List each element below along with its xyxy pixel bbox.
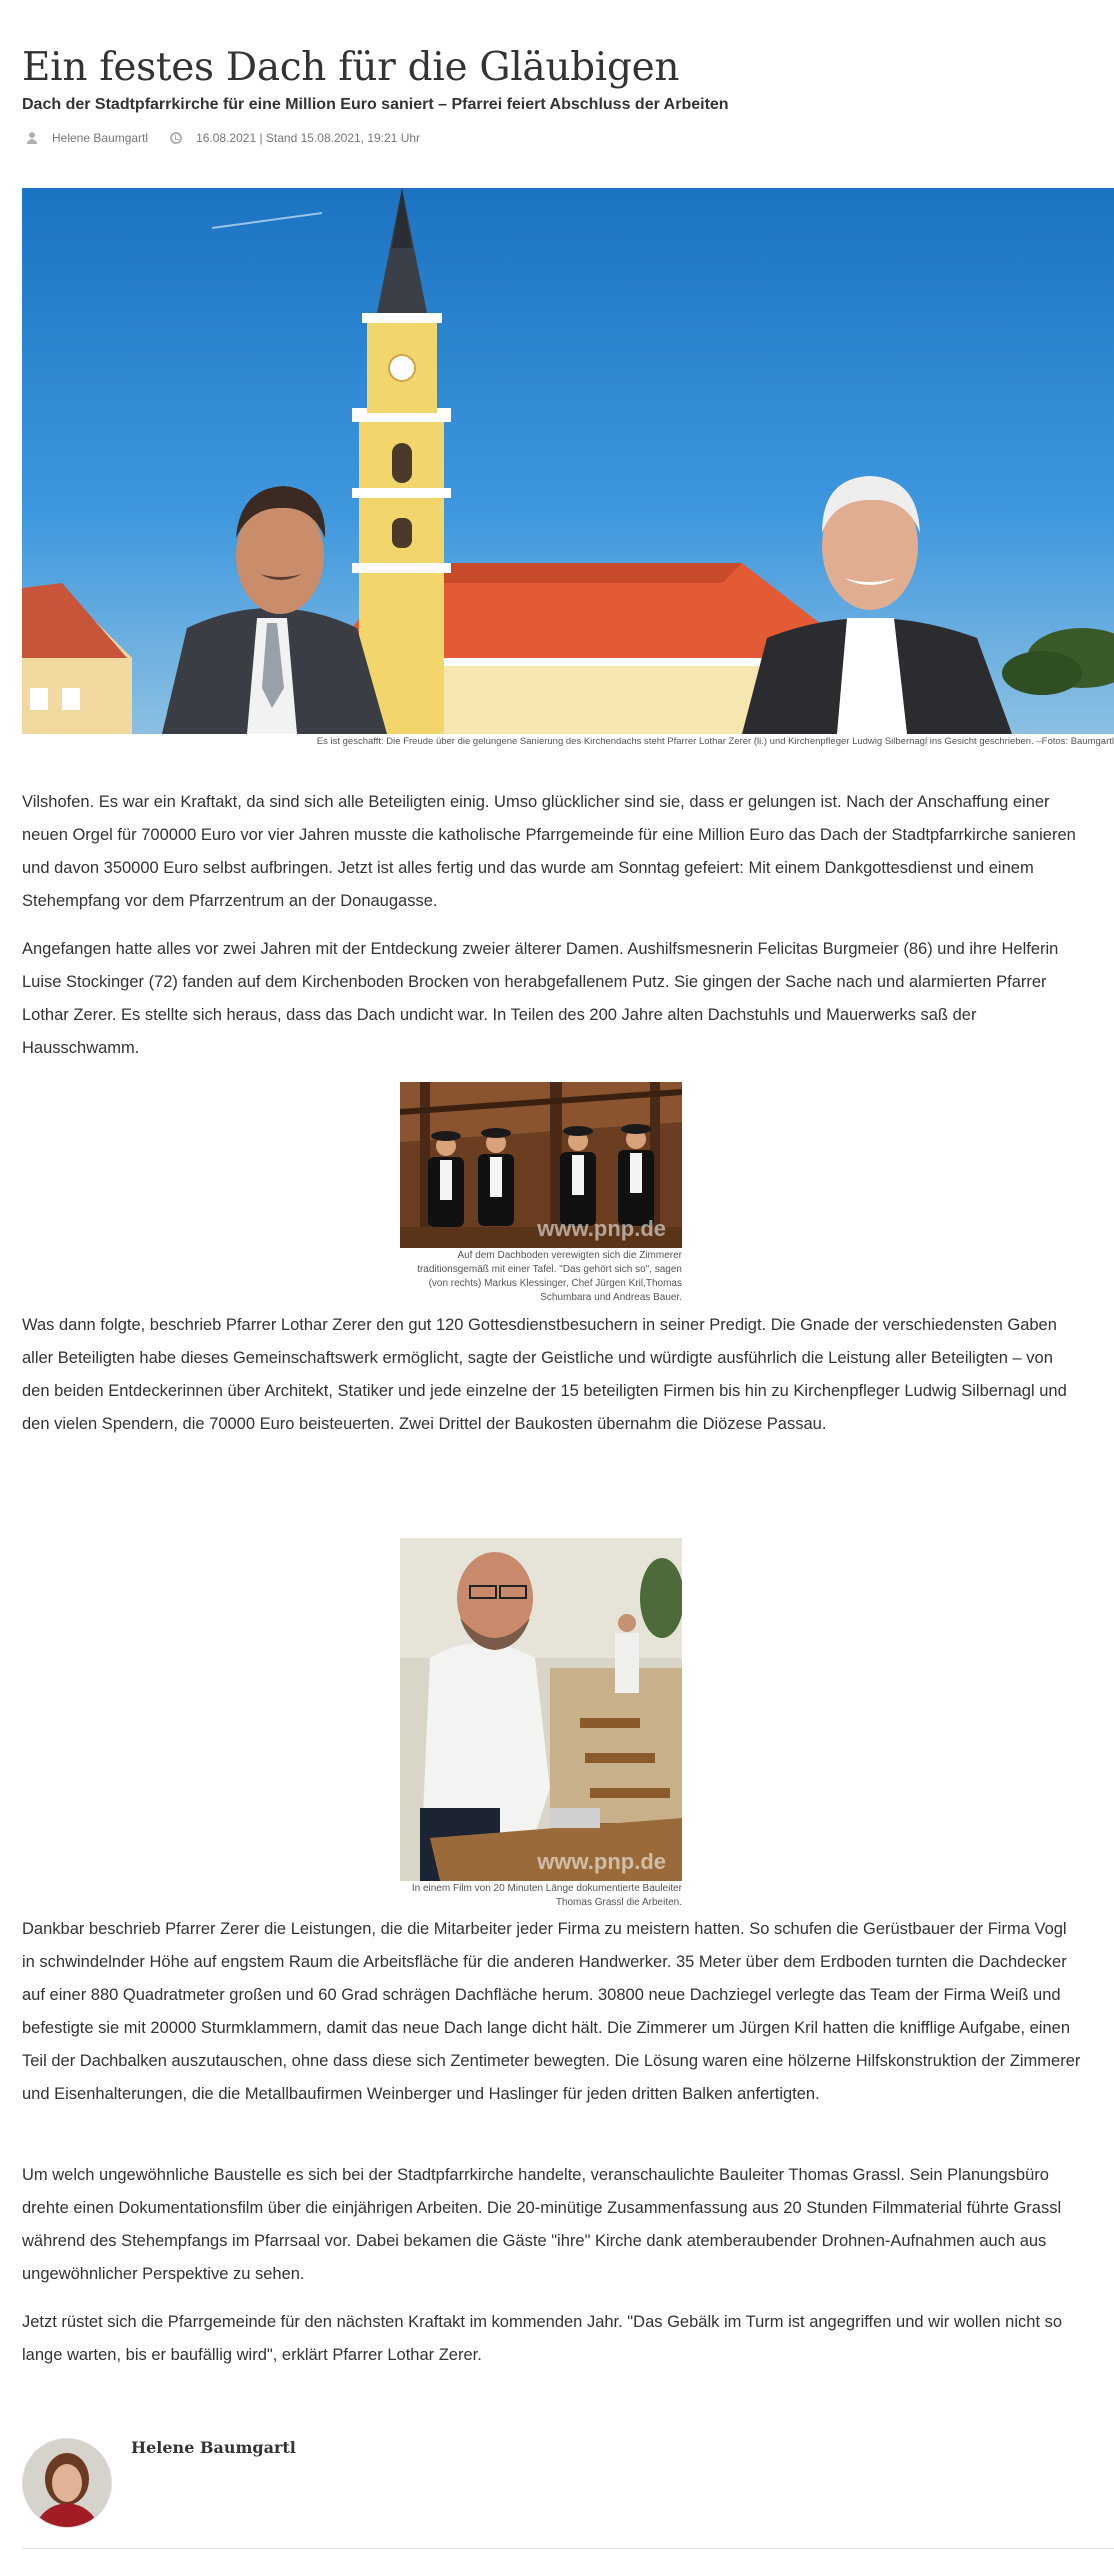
- author-box-name[interactable]: Helene Baumgartl: [131, 2438, 296, 2457]
- hero-image: [22, 188, 1114, 734]
- hero-caption: Es ist geschafft: Die Freude über die gelungene Sanierung des Kirchendachs steht Pfarrer Lothar Zerer (li.) und Kirchenpfleger Ludwig Silbernagl ins Gesicht geschrieben. –Fotos: Baumgartl: [316, 736, 1114, 747]
- divider: [22, 2548, 1114, 2549]
- article-title: Ein festes Dach für die Gläubigen: [22, 45, 680, 90]
- article-subtitle: Dach der Stadtpfarrkirche für eine Million Euro saniert – Pfarrei feiert Abschluss der Arbeiten: [22, 96, 729, 113]
- figure-caption: In einem Film von 20 Minuten Länge dokumentierte Bauleiter Thomas Grassl die Arbeiten.: [411, 1883, 682, 1908]
- author-box: [22, 2426, 1114, 2546]
- article-paragraph: Vilshofen. Es war ein Kraftakt, da sind sich alle Beteiligten einig. Umso glücklicher sind sie, dass er gelungen ist. Nach der Anschaffung einer neuen Orgel für 700000 Euro vor vier Jahren musste die katholische Pfarrgemeinde für eine Million Euro das Dach der Stadtpfarrkirche sanieren und davon 350000 Euro selbst aufbringen. Jetzt ist alles fertig und das wurde am Sonntag gefeiert: Mit einem Dankgottesdienst und einem Stehempfang vor dem Pfarrzentrum an der Donaugasse.: [22, 793, 1076, 910]
- watermark: www.pnp.de: [537, 1849, 666, 1874]
- article-paragraph: Um welch ungewöhnliche Baustelle es sich bei der Stadtpfarrkirche handelte, veranschaulichte Bauleiter Thomas Grassl. Sein Planungsbüro drehte einen Dokumentationsfilm über die einjährigen Arbeiten. Die 20-minütige Zusammenfassung aus 20 Stunden Filmmaterial führte Grassl während des Stehempfangs im Pfarrsaal vor. Dabei bekamen die Gäste "ihre" Kirche dank atemberaubender Drohnen-Aufnahmen auch aus ungewöhnlicher Perspektive zu sehen.: [22, 2166, 1062, 2283]
- article-paragraph: Dankbar beschrieb Pfarrer Zerer die Leistungen, die die Mitarbeiter jeder Firma zu meistern hatten. So schufen die Gerüstbauer der Firma Vogl in schwindelnder Höhe auf engstem Raum die Arbeitsfläche für die anderen Handwerker. 35 Meter über dem Erdboden turnten die Dachdecker auf einer 880 Quadratmeter großen und 60 Grad schrägen Dachfläche herum. 30800 neue Dachziegel verlegte das Team der Firma Weiß und befestigte sie mit 20000 Sturmklammern, damit das neue Dach lange dicht hält. Die Zimmerer um Jürgen Kril hatten die knifflige Aufgabe, einen Teil der Dachbalken auszutauschen, ohne dass diese sich Zentimeter bewegten. Die Lösung waren eine hölzerne Hilfskonstruktion der Zimmerer und Eisenhalterungen, die die Metallbaufirmen Weinberger und Haslinger für jeden dritten Balken anfertigten.: [22, 1920, 1081, 2103]
- article-paragraph: Jetzt rüstet sich die Pfarrgemeinde für den nächsten Kraftakt im kommenden Jahr. "Das Gebälk im Turm ist angegriffen und wir wollen nicht so lange warten, bis er baufällig wird", erklärt Pfarrer Lothar Zerer.: [22, 2313, 1063, 2364]
- carpenters-photo: [400, 1082, 682, 1248]
- site-manager-photo: [400, 1538, 682, 1881]
- article-meta: [26, 128, 420, 148]
- watermark: www.pnp.de: [537, 1216, 666, 1241]
- figure-caption: Auf dem Dachboden verewigten sich die Zimmerer traditionsgemäß mit einer Tafel. "Das gehört sich so", sagen (von rechts) Markus Klessinger, Chef Jürgen Kril,Thomas Schumbara und Andreas Bauer.: [417, 1250, 682, 1303]
- user-icon: [26, 132, 38, 144]
- publish-date: 16.08.2021 | Stand 15.08.2021, 19:21 Uhr: [196, 131, 421, 145]
- figure-site-manager: [400, 1538, 682, 1910]
- clock-icon: [170, 132, 182, 144]
- avatar[interactable]: [22, 2438, 112, 2528]
- article-paragraph: Angefangen hatte alles vor zwei Jahren mit der Entdeckung zweier älterer Damen. Aushilfsmesnerin Felicitas Burgmeier (86) und ihre Helferin Luise Stockinger (72) fanden auf dem Kirchenboden Brocken von herabgefallenem Putz. Sie gingen der Sache nach und alarmierten Pfarrer Lothar Zerer. Es stellte sich heraus, dass das Dach undicht war. In Teilen des 200 Jahre alten Dachstuhls und Mauerwerks saß der Hausschwamm.: [22, 940, 1059, 1057]
- figure-carpenters: [400, 1082, 682, 1305]
- article-paragraph: Was dann folgte, beschrieb Pfarrer Lothar Zerer den gut 120 Gottesdienstbesuchern in seiner Predigt. Die Gnade der verschiedensten Gaben aller Beteiligten habe dieses Gemeinschaftswerk ermöglicht, sagte der Geistliche und würdigte ausführlich die Leistung aller Beteiligten – von den beiden Entdeckerinnen über Architekt, Statiker und jede einzelne der 15 beteiligten Firmen bis hin zu Kirchenpfleger Ludwig Silbernagl und den vielen Spendern, die 70000 Euro beisteuerten. Zwei Drittel der Baukosten übernahm die Diözese Passau.: [22, 1316, 1067, 1433]
- author-link[interactable]: Helene Baumgartl: [52, 131, 149, 145]
